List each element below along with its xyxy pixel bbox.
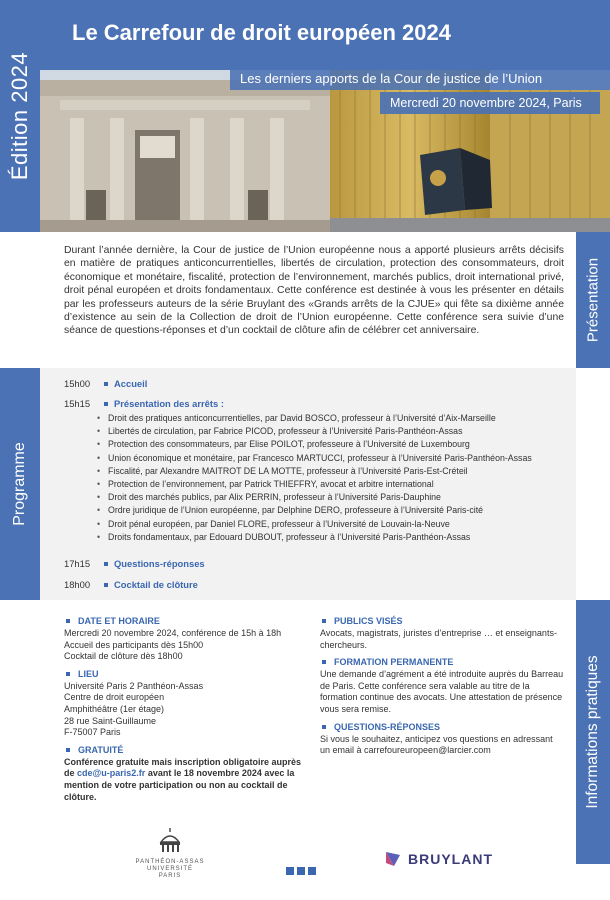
registration-email-link[interactable]: cde@u-paris2.fr (77, 768, 146, 779)
arrets-list (108, 412, 532, 544)
bruylant-logo: BRUYLANT (384, 850, 493, 868)
publics-details: Avocats, magistrats, juristes d’entreprise … et enseignants-chercheurs. (320, 628, 557, 650)
presentation-side-tab (576, 232, 610, 368)
list-item: • Protection des consommateurs, par Elise POILOT, professeure à l’Université de Luxembourg (108, 438, 532, 451)
programme-row-questions: 17h15 Questions-réponses (64, 558, 205, 569)
bullet-square-icon (322, 725, 326, 729)
programme-row-arrets: 15h15 Présentation des arrêts : (64, 398, 224, 409)
pantheon-assas-logo: PANTHÉON-ASSAS UNIVERSITÉ PARIS (120, 826, 220, 886)
programme-label: Programme (11, 442, 28, 526)
page-title: Le Carrefour de droit européen 2024 (72, 20, 451, 45)
bullet-square-icon (104, 583, 108, 587)
programme-row-cocktail: 18h00 Cocktail de clôture (64, 579, 198, 590)
bullet-square-icon (322, 660, 326, 664)
date-heading: DATE ET HORAIRE (64, 616, 312, 626)
list-item: • Droit des marchés publics, par Alix PERRIN, professeur à l’Université Paris-Dauphine (108, 491, 532, 504)
list-item: • Droit pénal européen, par Daniel FLORE, professeur à l’Université de Louvain-la-Neuve (108, 518, 532, 531)
event-date: Mercredi 20 novembre 2024, Paris (390, 96, 582, 110)
decorative-dots (286, 862, 319, 880)
edition-side-tab (0, 0, 40, 232)
list-item: • Fiscalité, par Alexandre MAITROT DE LA MOTTE, professeur à l’Université Paris-Est-Créteil (108, 465, 532, 478)
list-item: • Droits fondamentaux, par Edouard DUBOUT, professeur à l’Université Paris-Panthéon-Assas (108, 531, 532, 544)
questions-heading: QUESTIONS-RÉPONSES (320, 722, 564, 732)
bullet-square-icon (66, 748, 70, 752)
bullet-square-icon (66, 619, 70, 623)
questions-details: Si vous le souhaitez, anticipez vos questions en adressant un email à carrefoureuropeen@larcier.com (320, 733, 553, 756)
edition-label: Édition 2024 (7, 51, 32, 181)
list-item: • Protection de l’environnement, par Patrick THIEFFRY, avocat et arbitre international (108, 478, 532, 491)
formation-heading: FORMATION PERMANENTE (320, 657, 564, 667)
list-item: • Union économique et monétaire, par Francesco MARTUCCI, professeur à l’Université Paris-Panthéon-Assas (108, 452, 532, 465)
info-label: Informations pratiques (584, 655, 601, 809)
bullet-square-icon (104, 562, 108, 566)
date-details: Mercredi 20 novembre 2024, conférence de 15h à 18h Accueil des participants dès 15h00 Cocktail de clôture dès 18h00 (64, 628, 282, 662)
formation-details: Une demande d’agrément a été introduite auprès du Barreau de Paris. Cette conférence sera valable au titre de la formation continue des avocats. Une attestation de présence vous sera remise. (320, 669, 564, 714)
list-item: • Ordre juridique de l’Union européenne, par Delphine DERO, professeure à l’Université Paris-cité (108, 504, 532, 517)
dome-icon (155, 826, 185, 854)
bullet-square-icon (322, 619, 326, 623)
programme-row-accueil: 15h00 Accueil (64, 378, 148, 389)
gratuite-details: Conférence gratuite mais inscription obligatoire auprès de cde@u-paris2.fr avant le 18 novembre 2024 avec la mention de votre participation ou non au cocktail de clôture. (64, 756, 302, 802)
bullet-square-icon (104, 402, 108, 406)
presentation-text: Durant l’année dernière, la Cour de justice de l’Union européenne nous a apporté plusieurs arrêts décisifs en matière de pratiques anticoncurrentielles, libertés de circulation, protection des consommateurs, droit économique et monétaire, fiscalité, protection de l’environnement, marchés publics, droit international privé, droit pénal européen et droits fondamentaux. Cette conférence est destinée à vous les présenter en détails par les professeurs auteurs de la série Bruylant des «Grands arrêts de la CJUE» qui fête sa dixième année d’existence au sein de la Collection de droit de l’Union européenne. Cette conférence sera suivie d’une séance de questions-réponses et d’un cocktail de clôture afin de célébrer cet anniversaire. (64, 245, 564, 337)
lieu-heading: LIEU (64, 669, 312, 679)
presentation-label: Présentation (584, 257, 602, 343)
list-item: • Libertés de circulation, par Fabrice PICOD, professeur à l’Université Paris-Panthéon-Assas (108, 425, 532, 438)
list-item: • Droit des pratiques anticoncurrentielles, par David BOSCO, professeur à l’Université d’Aix-Marseille (108, 412, 532, 425)
bruylant-mark-icon (384, 850, 402, 868)
lieu-details: Université Paris 2 Panthéon-Assas Centre de droit européen Amphithéâtre (1er étage) 28 rue Saint-Guillaume F-75007 Paris (64, 680, 204, 738)
subtitle: Les derniers apports de la Cour de justice de l’Union (240, 71, 543, 86)
info-side-tab (576, 600, 610, 864)
gratuite-heading: GRATUITÉ (64, 745, 312, 755)
publics-heading: PUBLICS VISÉS (320, 616, 564, 626)
bullet-square-icon (104, 382, 108, 386)
info-left-column (64, 616, 312, 809)
programme-side-tab (0, 368, 40, 600)
bullet-square-icon (66, 672, 70, 676)
info-right-column (320, 616, 564, 763)
